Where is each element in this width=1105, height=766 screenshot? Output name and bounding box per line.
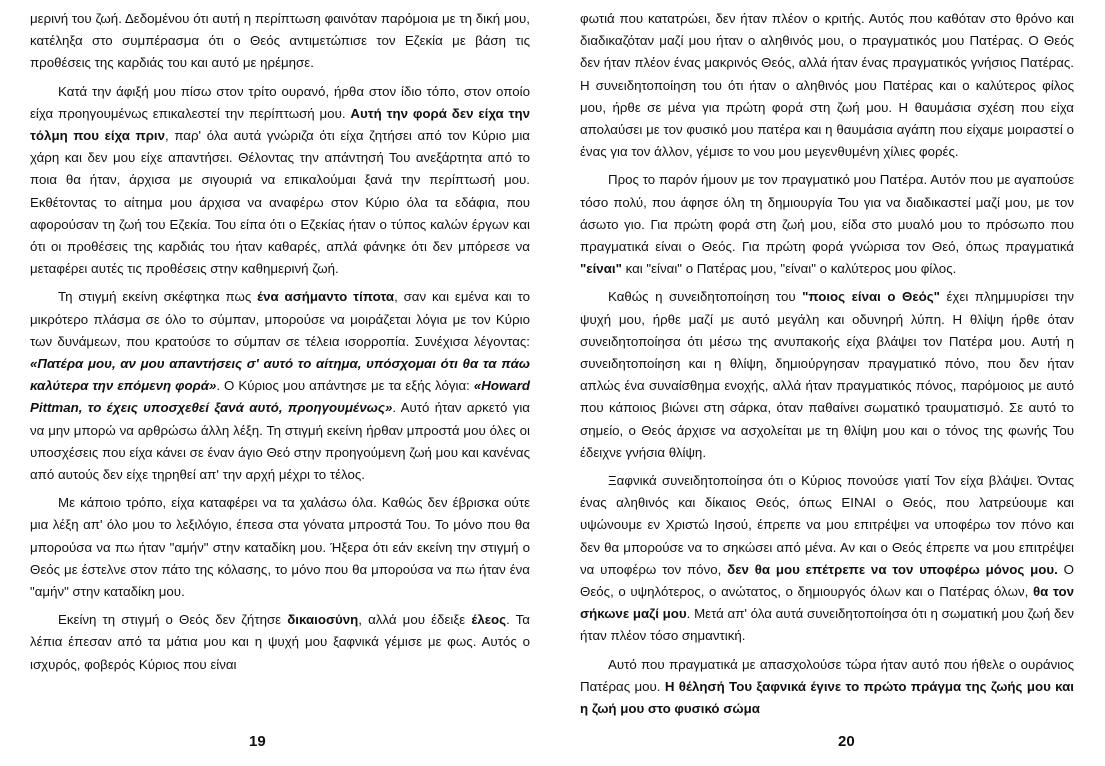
emphasis-text: δεν θα μου επέτρεπε να τον υποφέρω μόνος μου. — [727, 561, 1058, 577]
left-page-text — [30, 8, 530, 682]
page-number-right: 20 — [838, 733, 855, 750]
text-run: . Αυτό ήταν αρκετό για να μην μπορώ να αρθρώσω άλλη λέξη. Τη στιγμή εκείνη ήρθαν μπροστά μου όλες οι υποσχέσεις που είχα κάνει σε έναν άγιο Θεό στην προηγούμενη ζωή μου και κανένας από αυτούς δεν είχε τηρηθεί απ' την αρχή μέχρι το τέλος. — [30, 400, 530, 483]
emphasis-text: «Howard Pittman, το έχεις υποσχεθεί ξανά αυτό, προηγουμένως» — [30, 378, 530, 416]
text-run: , παρ' όλα αυτά γνώριζα ότι είχα ζητήσει από τον Κύριο μια χάρη και δεν μου είχε απαντήσει. Θέλοντας την απάντησή Του ανεξάρτητα από το ποια θα ήταν, άρχισα με σιγουριά να επικαλούμαι ξανά την περίπτωσή μου. Εκθέτοντας το αίτημα μου άρχισα να αναφέρω στον Κύριο όλα τα εδάφια, που αφορούσαν τη ζωή του Εζεκία. Του είπα ότι ο Εζεκίας ήταν ο τύπος καλών έργων και ότι οι προθέσεις της καρδιάς του ήταν καθαρές, απλά φάνηκε ότι δεν μπόρεσε να μεταφέρει αυτές τις προθέσεις στην καθημερινή ζωή. — [30, 128, 530, 277]
text-run: Αυτό που πραγματικά με απασχολούσε τώρα ήταν αυτό που ήθελε ο ουράνιος Πατέρας μου. — [580, 656, 1074, 694]
right-page-text — [580, 8, 1074, 726]
emphasis-text: δικαιοσύνη — [287, 612, 359, 628]
paragraph — [580, 286, 1074, 464]
text-run: Καθώς η συνειδητοποίηση του — [608, 289, 803, 305]
text-run: , σαν και εμένα και το μικρότερο πλάσμα σε όλο το σύμπαν, μπορούσε να μοιράζεται λόγια με τον Κύριο των δυνάμεων, που κρατούσε το σύμπαν σε τέλεια ισορροπία. Συνέχισα λέγοντας: — [30, 289, 531, 349]
text-run: φωτιά που κατατρώει, δεν ήταν πλέον ο κριτής. Αυτός που καθόταν στο θρόνο και διαδικαζόταν μαζί μου ήταν ο αληθινός μου, ο πραγματικός μου Πατέρας. Ο Θεός δεν ήταν πλέον ένας μακρινός Θεός, αλλά ήταν ένας πραγματικός γνήσιος Πατέρας. Η συνειδητοποίηση του ότι ήταν ο αληθινός μου Πατέρας και ο καλύτερος φίλος μου, ήρθε σε μένα για πρώτη φορά στη ζωή μου. Η θαυμάσια σχέση που είχα απολαύσει με τον φυσικό μου πατέρα και η θαυμάσια αγάπη που είχαμε μοιραστεί ο ένας για τον άλλον, γέμισε το νου μου μεγενθυμένη χίλιες φορές. — [580, 11, 1074, 160]
paragraph — [30, 81, 530, 281]
text-run: , αλλά μου έδειξε — [358, 612, 472, 628]
text-run: μερινή του ζωή. Δεδομένου ότι αυτή η περίπτωση φαινόταν παρόμοια με τη δική μου, κατέληξα στο συμπέρασμα ότι ο Θεός αντιμετώπισε τον Εζεκία με βάση τις προθέσεις της καρδιάς του και αυτό με ηρέμησε. — [30, 11, 530, 71]
text-run: Με κάποιο τρόπο, είχα καταφέρει να τα χαλάσω όλα. Καθώς δεν έβρισκα ούτε μια λέξη απ' όλο μου το λεξιλόγιο, έπεσα στα γόνατα μπροστά Του. Το μόνο που θα μπορούσα να πω ήταν "αμήν" στην καταδίκη μου. Ήξερα ότι εάν εκείνη την στιγμή ο Θεός με έστελνε στον πάτο της κόλασης, το μόνο που θα μπορούσα να πω ήταν ένα "αμήν" στην καταδίκη μου. — [30, 495, 530, 600]
emphasis-text: «Πατέρα μου, αν μου απαντήσεις σ' αυτό το αίτημα, υπόσχομαι ότι θα τα πάω καλύτερα την επόμενη φορά» — [30, 356, 530, 394]
emphasis-text: έλεος — [471, 612, 507, 628]
emphasis-text: Αυτή την φορά δεν είχα την τόλμη που είχα πριν — [30, 105, 530, 144]
paragraph — [30, 286, 530, 486]
paragraph — [580, 470, 1074, 648]
paragraph — [30, 8, 530, 75]
emphasis-text: "ποιος είναι ο Θεός" — [802, 289, 940, 305]
paragraph — [580, 8, 1074, 163]
text-run: Προς το παρόν ήμουν με τον πραγματικό μου Πατέρα. Αυτόν που με αγαπούσε τόσο πολύ, που άφησε όλη τη δημιουργία Του για να διαδικαστεί μαζί μου, με τον άσωτο γιο. Για πρώτη φορά στη ζωή μου, είδα στο μυαλό μου το πρόσωπο που πραγματικά είναι ο Θεός. Για πρώτη φορά γνώρισα τον Θεό, όπως πραγματικά — [580, 172, 1074, 255]
text-run: Ο Θεός, ο υψηλότερος, ο ανώτατος, ο δημιουργός όλων και ο Πατέρας όλων, — [580, 561, 1074, 600]
text-run: Κατά την άφιξή μου πίσω στον τρίτο ουρανό, ήρθα στον ίδιο τόπο, στον οποίο είχα προηγουμένως επικαλεστεί την περίπτωσή μου. — [30, 83, 530, 121]
paragraph — [580, 654, 1074, 721]
emphasis-text: θα τον σήκωνε μαζί μου — [580, 584, 1074, 622]
emphasis-text: ένα ασήμαντο τίποτα — [257, 289, 395, 305]
text-run: και "είναι" ο Πατέρας μου, "είναι" ο καλύτερος μου φίλος. — [621, 261, 957, 277]
paragraph — [30, 492, 530, 603]
paragraph — [30, 609, 530, 676]
emphasis-text: Η θέλησή Του ξαφνικά έγινε το πρώτο πράγμα της ζωής μου και η ζωή μου στο φυσικό σώμα — [580, 678, 1074, 717]
text-run: Ξαφνικά συνειδητοποίησα ότι ο Κύριος πονούσε γιατί Τον είχα βλάψει. Όντας ένας αληθινός και δίκαιος Θεός, όπως ΕΙΝΑΙ ο Θεός, που λατρεύουμε και υψώνουμε εν Χριστώ Ιησού, έπρεπε να μου επιτρέψει να υποφέρω τον πόνο και δεν θα μπορούσε να το σηκώσει από μένα. Αν και ο Θεός έπρεπε να μου επιτρέψει να υποφέρω τον πόνο, — [580, 473, 1074, 577]
text-run: Εκείνη τη στιγμή ο Θεός δεν ζήτησε — [58, 612, 288, 628]
text-run: . Ο Κύριος μου απάντησε με τα εξής λόγια: — [216, 378, 474, 394]
page-number-left: 19 — [249, 733, 266, 750]
paragraph — [580, 169, 1074, 280]
text-run: έχει πλημμυρίσει την ψυχή μου, ήρθε μαζί με αυτό μεγάλη και οδυνηρή λύπη. Η θλίψη ήρθε όταν συνειδητοποίησα ότι μέσω της ανυπακοής είχα βλάψει τον Πατέρα μου. Αυτή η συνειδητοποίηση και η θλίψη, δημιούργησαν πραγματικό πόνο, που δεν ήταν απλώς ένα συναίσθημα ενοχής, αλλά ήταν πραγματικός πόνος, παρόμοιος με αυτό που κάποιος βιώνει στη σάρκα, όταν παθαίνει σωματικό τραυματισμό. Σε αυτό το σημείο, ο Θεός άρχισε να ασχολείται με τη θλίψη μου και ο τόνος της φωνής Του έδειχνε γνήσια θλίψη. — [580, 289, 1075, 460]
emphasis-text: "είναι" — [580, 261, 622, 277]
text-run: . Μετά απ' όλα αυτά συνειδητοποίησα ότι η σωματική μου ζωή δεν ήταν πλέον τόσο σημαντική. — [580, 606, 1074, 644]
text-run: Τη στιγμή εκείνη σκέφτηκα πως — [58, 289, 258, 305]
text-run: . Τα λέπια έπεσαν από τα μάτια μου και η ψυχή μου ξαφνικά γέμισε με φως. Αυτός ο ισχυρός, φοβερός Κύριος που είναι — [30, 612, 530, 672]
